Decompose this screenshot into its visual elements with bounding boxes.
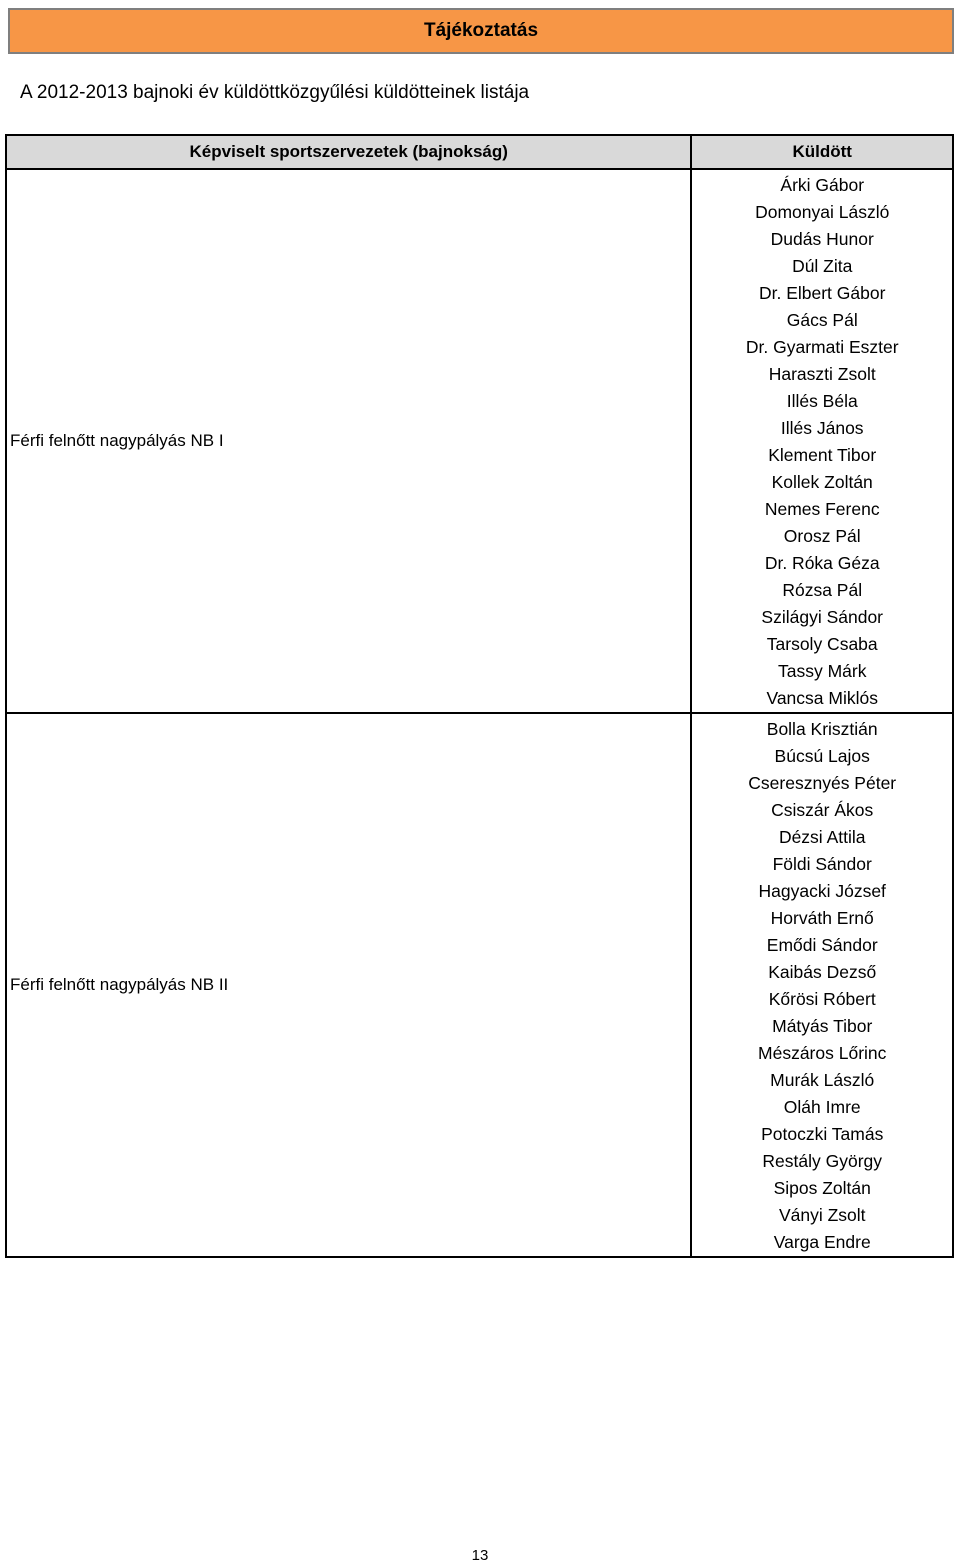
delegate-name: Mátyás Tibor [772, 1016, 873, 1036]
organization-cell: Férfi felnőtt nagypályás NB II [6, 713, 691, 1257]
delegate-name: Gács Pál [786, 310, 858, 330]
delegate-name: Nemes Ferenc [764, 499, 880, 519]
delegate-name: Horváth Ernő [770, 908, 874, 928]
delegate-name: Tarsoly Csaba [766, 634, 878, 654]
delegate-name: Orosz Pál [783, 526, 861, 546]
delegate-list [692, 714, 952, 1256]
delegate-name: Tassy Márk [777, 661, 867, 681]
delegate-name: Potoczki Tamás [761, 1124, 884, 1144]
delegate-name: Dr. Gyarmati Eszter [745, 337, 899, 357]
delegate-name: Emődi Sándor [766, 935, 878, 955]
delegate-name: Dr. Róka Géza [764, 553, 880, 573]
delegate-name: Búcsú Lajos [774, 746, 870, 766]
delegate-name: Vancsa Miklós [766, 688, 878, 708]
delegate-name: Kollek Zoltán [771, 472, 873, 492]
organization-cell: Férfi felnőtt nagypályás NB I [6, 169, 691, 713]
table-header-row [6, 135, 953, 169]
delegate-name: Hagyacki József [758, 881, 886, 901]
delegate-name: Szilágyi Sándor [761, 607, 884, 627]
delegate-name: Dézsi Attila [778, 827, 866, 847]
delegate-name: Restály György [762, 1151, 883, 1171]
delegate-name: Mészáros Lőrinc [758, 1043, 887, 1063]
delegate-name: Kőrösi Róbert [768, 989, 876, 1009]
delegates-table [5, 134, 954, 1258]
delegate-name: Dr. Elbert Gábor [758, 283, 886, 303]
page-banner [8, 8, 954, 54]
delegate-name: Árki Gábor [780, 175, 865, 195]
table-row [6, 713, 953, 1257]
delegates-cell [691, 713, 953, 1257]
delegate-name: Murák László [770, 1070, 875, 1090]
delegate-name: Bolla Krisztián [766, 719, 878, 739]
delegate-name: Oláh Imre [783, 1097, 861, 1117]
delegate-name: Földi Sándor [772, 854, 872, 874]
delegate-name: Csiszár Ákos [771, 800, 874, 820]
delegate-name: Ványi Zsolt [778, 1205, 866, 1225]
delegate-name: Cseresznyés Péter [748, 773, 897, 793]
delegate-name: Kaibás Dezső [768, 962, 877, 982]
delegate-name: Klement Tibor [768, 445, 877, 465]
delegate-name: Dudás Hunor [770, 229, 874, 249]
delegate-name: Illés János [780, 418, 864, 438]
delegate-list [692, 170, 952, 712]
delegate-name: Sipos Zoltán [773, 1178, 871, 1198]
organization-column-header: Képviselt sportszervezetek (bajnokság) [6, 135, 691, 169]
delegate-name: Dúl Zita [792, 256, 853, 276]
delegate-name: Illés Béla [786, 391, 858, 411]
page-number: 13 [471, 1547, 489, 1564]
document-subtitle: A 2012-2013 bajnoki év küldöttközgyűlési küldötteinek listája [20, 82, 530, 103]
table-row [6, 169, 953, 713]
delegate-name: Rózsa Pál [782, 580, 863, 600]
delegate-column-header: Küldött [691, 135, 953, 169]
delegates-cell [691, 169, 953, 713]
banner-title: Tájékoztatás [423, 20, 539, 41]
delegate-name: Varga Endre [773, 1232, 871, 1252]
delegate-name: Haraszti Zsolt [768, 364, 876, 384]
delegate-name: Domonyai László [755, 202, 890, 222]
